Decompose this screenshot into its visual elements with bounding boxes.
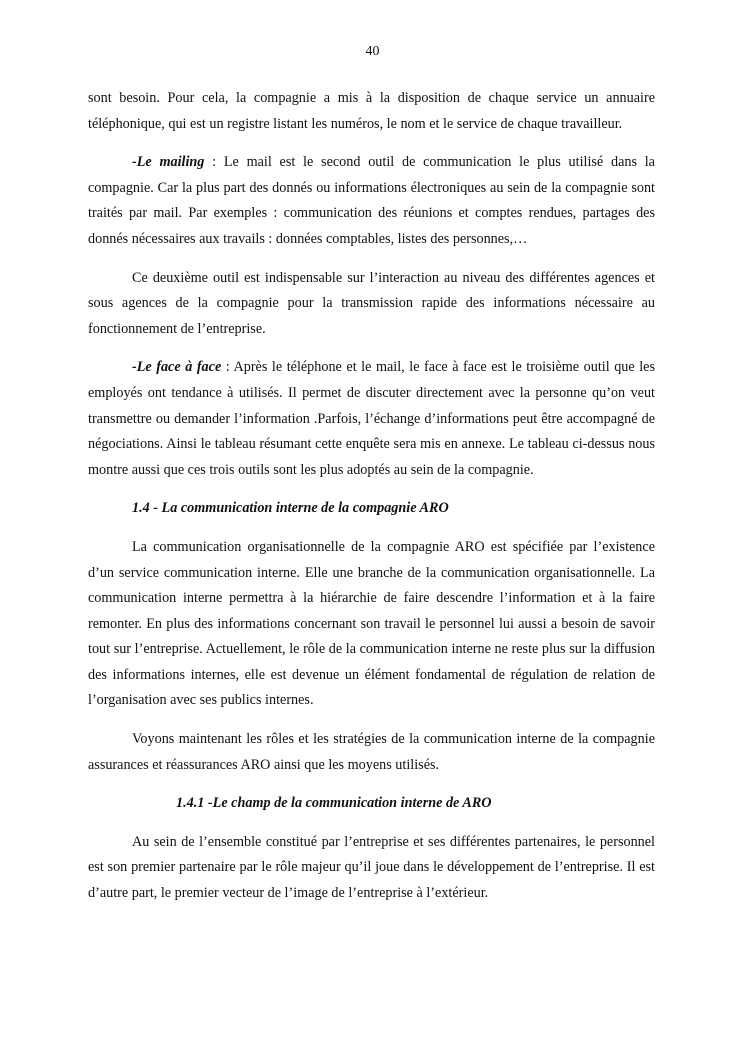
section-heading-1-4-1: 1.4.1 -Le champ de la communication interne de ARO <box>176 795 492 812</box>
face-a-face-text: : Après le téléphone et le mail, le face à face est le troisième outil que les employés ont tendance à utilisés. Il permet de discuter directement avec la personne qu’on veut transmettre ou demander l’information .Parfois, l’échange d’informations peut être accompagné de négociations. Ainsi le tableau résumant cette enquête sera mis en annexe. Le tableau ci-dessus nous montre aussi que ces trois outils sont les plus adoptés au sein de la compagnie. <box>88 359 655 478</box>
face-a-face-lead: -Le face à face <box>132 359 222 376</box>
paragraph-voyons: Voyons maintenant les rôles et les stratégies de la communication interne de la compagnie assurances et réassurances ARO ainsi que les moyens utilisés. <box>88 731 655 773</box>
mailing-lead: -Le mailing <box>132 154 205 171</box>
mailing-text: : Le mail est le second outil de communication le plus utilisé dans la compagnie. Car la plus part des donnés ou informations électroniques au sein de la compagnie sont traités par mail. Par exemples : communication des réunions et comptes rendues, partages des donnés nécessaires aux travails : données comptables, listes des personnes,… <box>88 154 655 247</box>
section-heading-1-4: 1.4 - La communication interne de la compagnie ARO <box>132 500 449 517</box>
paragraph-communication-organisationnelle: La communication organisationnelle de la compagnie ARO est spécifiée par l’existence d’un service communication interne. Elle une branche de la communication organisationnelle. La communication interne permettra à la hiérarchie de faire descendre l’information et à la faire remonter. En plus des informations concernant son travail le personnel lui aussi a besoin de savoir tout sur l’entreprise. Actuellement, le rôle de la communication interne ne reste plus sur la diffusion des informations internes, elle est devenue un élément fondamental de régulation de relation de l’organisation avec ses publics internes. <box>88 538 655 709</box>
document-body <box>88 86 655 907</box>
paragraph-second-tool: Ce deuxième outil est indispensable sur l’interaction au niveau des différentes agences et sous agences de la compagnie pour la transmission rapide des informations nécessaire au fonctionnement de l’entreprise. <box>88 269 655 337</box>
paragraph-annuaire: sont besoin. Pour cela, la compagnie a mis à la disposition de chaque service un annuaire téléphonique, qui est un registre listant les numéros, le nom et le service de chaque travailleur. <box>88 90 655 132</box>
paragraph-partenaire: Au sein de l’ensemble constitué par l’entreprise et ses différentes partenaires, le personnel est son premier partenaire par le rôle majeur qu’il joue dans le développement de l’entreprise. Il est d’autre part, le premier vecteur de l’image de l’entreprise à l’extérieur. <box>88 833 655 902</box>
paragraph-face-a-face <box>88 355 655 483</box>
paragraph-mailing <box>88 150 655 252</box>
page-number: 40 <box>365 44 380 59</box>
